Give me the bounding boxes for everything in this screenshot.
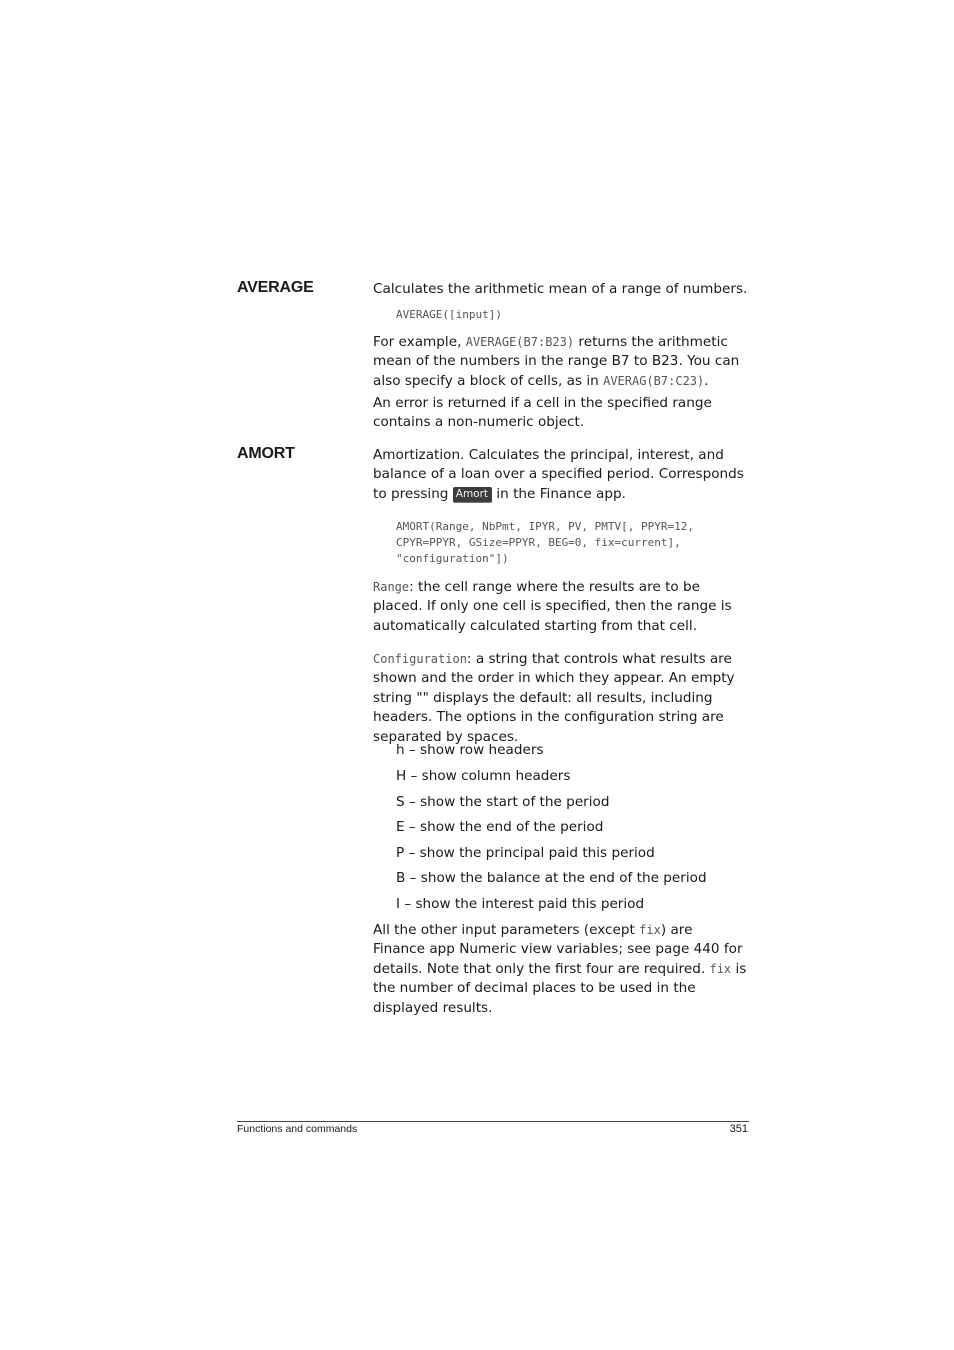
error-note-text: An error is returned if a cell in the specified range contains a non-numeric object.	[373, 395, 712, 431]
option-H-column-headers: H – show column headers	[396, 768, 571, 784]
params-text-pre: All the other input parameters (except	[373, 922, 640, 938]
example-code-averag-b7-c23: AVERAG(B7:C23)	[603, 373, 705, 388]
range-code: Range	[373, 580, 410, 594]
average-error-note	[373, 394, 748, 433]
configuration-text: : a string that controls what results are shown and the order in which they appear. An empty string "" displays the default: all results, including headers. The options in the configuration string are separated by spaces.	[373, 651, 735, 745]
amort-syntax-line-2: CPYR=PPYR, GSize=PPYR, BEG=0, fix=current],	[396, 536, 681, 549]
option-E-period-end: E – show the end of the period	[396, 819, 604, 835]
average-syntax: AVERAGE([input])	[396, 308, 502, 321]
params-text-mid: ) are Finance app Numeric view variables; see page 440 for details. Note that only the first four are required.	[373, 922, 743, 977]
option-B-balance: B – show the balance at the end of the period	[396, 870, 707, 886]
configuration-param-description	[373, 650, 748, 747]
footer-section-title: Functions and commands	[237, 1123, 358, 1135]
example-text-mid: returns the arithmetic mean of the numbers in the range B7 to B23. You can also specify a block of cells, as in	[373, 334, 740, 389]
footer-divider	[237, 1121, 749, 1122]
example-text-post: .	[704, 372, 709, 389]
fix-code-2: fix	[709, 961, 732, 976]
range-param-description	[373, 578, 748, 636]
option-h-row-headers: h – show row headers	[396, 742, 544, 758]
average-example	[373, 333, 748, 391]
amort-heading: AMORT	[237, 445, 295, 462]
amort-desc-pre: Amortization. Calculates the principal, interest, and balance of a loan over a specified period. Corresponds to pressing	[373, 447, 744, 502]
average-desc-text: Calculates the arithmetic mean of a range of numbers.	[373, 281, 748, 297]
option-S-period-start: S – show the start of the period	[396, 794, 610, 810]
option-P-principal-paid: P – show the principal paid this period	[396, 845, 655, 861]
amort-desc-post: in the Finance app.	[492, 485, 626, 502]
average-heading: AVERAGE	[237, 279, 314, 296]
other-params-description	[373, 921, 748, 1018]
average-description	[373, 280, 748, 299]
example-text-pre: For example,	[373, 334, 466, 350]
amort-syntax-line-3: "configuration"])	[396, 552, 509, 565]
footer-page-number: 351	[729, 1123, 748, 1135]
amort-syntax-line-1: AMORT(Range, NbPmt, IPYR, PV, PMTV[, PPYR=12,	[396, 520, 695, 533]
configuration-code: Configuration	[373, 652, 467, 666]
amort-softkey-button: Amort	[453, 487, 492, 503]
option-I-interest-paid: I – show the interest paid this period	[396, 896, 645, 912]
params-text-post: is the number of decimal places to be used in the displayed results.	[373, 960, 747, 1016]
fix-code: fix	[639, 923, 661, 937]
range-text: : the cell range where the results are to be placed. If only one cell is specified, then the range is automatically calculated starting from that cell.	[373, 579, 732, 634]
amort-description	[373, 446, 748, 504]
example-code-average-b7-b23: AVERAGE(B7:B23)	[465, 335, 575, 349]
